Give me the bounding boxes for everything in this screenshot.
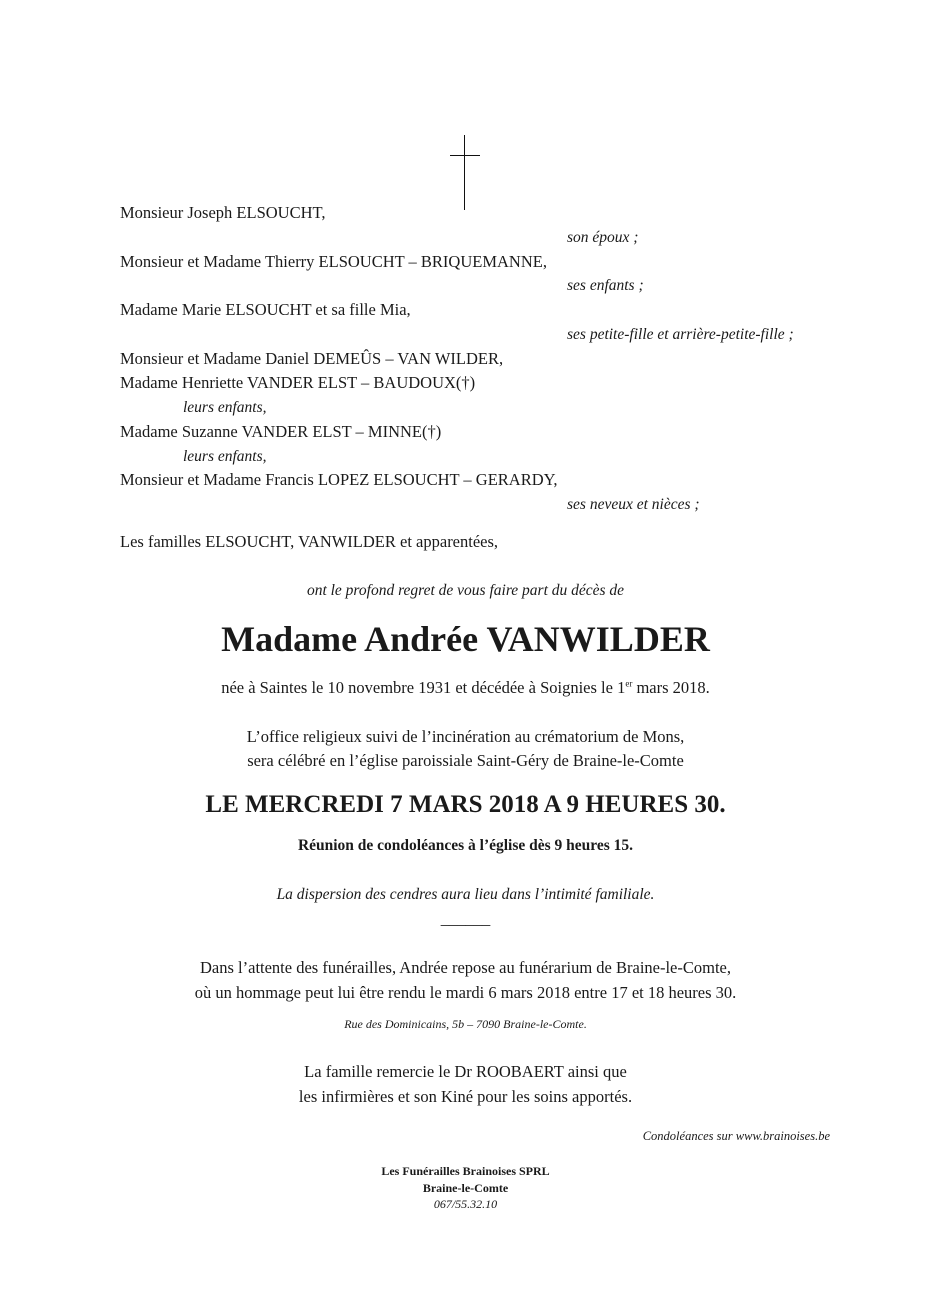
ceremony-line-1: L’office religieux suivi de l’incinération au crématorium de Mons, [246, 727, 685, 746]
dispersion-note: La dispersion des cendres aura lieu dans l’intimité familiale. [276, 886, 655, 903]
family-line-children: Monsieur et Madame Thierry ELSOUCHT – BRIQUEMANNE, [120, 252, 547, 271]
funerarium-line-1: Dans l’attente des funérailles, Andrée repose au funérarium de Braine-le-Comte, [200, 958, 731, 977]
family-sub-baudoux: leurs enfants, [183, 399, 267, 416]
family-line-granddaughter: Madame Marie ELSOUCHT et sa fille Mia, [120, 300, 411, 319]
ceremony-date: LE MERCREDI 7 MARS 2018 A 9 HEURES 30. [205, 791, 726, 818]
separator: ______ [440, 909, 491, 928]
family-line-spouse: Monsieur Joseph ELSOUCHT, [120, 203, 326, 222]
deceased-name: Madame Andrée VANWILDER [221, 619, 710, 659]
funerarium-address: Rue des Dominicains, 5b – 7090 Braine-le-Comte. [344, 1017, 587, 1031]
family-role-granddaughter: ses petite-fille et arrière-petite-fille ; [567, 326, 794, 343]
family-role-spouse: son époux ; [567, 229, 639, 246]
footer-city: Braine-le-Comte [422, 1181, 509, 1195]
ceremony-line-2: sera célébré en l’église paroissiale Saint-Géry de Braine-le-Comte [247, 751, 684, 770]
family-line-baudoux: Madame Henriette VANDER ELST – BAUDOUX(†) [120, 373, 476, 392]
online-condolences: Condoléances sur www.brainoises.be [642, 1129, 830, 1143]
cross-icon [450, 135, 480, 210]
footer-company: Les Funérailles Brainoises SPRL [381, 1164, 550, 1178]
family-role-children: ses enfants ; [567, 277, 644, 294]
thanks-line-2: les infirmières et son Kiné pour les soins apportés. [298, 1087, 633, 1106]
family-sub-minne: leurs enfants, [183, 448, 267, 465]
family-role-nephews: ses neveux et nièces ; [567, 496, 700, 513]
family-line-demeus: Monsieur et Madame Daniel DEMEÛS – VAN WILDER, [120, 349, 504, 368]
thanks-line-1: La famille remercie le Dr ROOBAERT ainsi que [304, 1062, 627, 1081]
family-line-lopez: Monsieur et Madame Francis LOPEZ ELSOUCHT – GERARDY, [120, 470, 558, 489]
families-line: Les familles ELSOUCHT, VANWILDER et apparentées, [120, 532, 499, 551]
birth-death-line: née à Saintes le 10 novembre 1931 et décédée à Soignies le 1er mars 2018. [221, 678, 710, 697]
funerarium-line-2: où un hommage peut lui être rendu le mardi 6 mars 2018 entre 17 et 18 heures 30. [194, 983, 737, 1002]
footer-phone: 067/55.32.10 [433, 1197, 498, 1211]
family-line-minne: Madame Suzanne VANDER ELST – MINNE(†) [120, 422, 442, 441]
regret-text: ont le profond regret de vous faire part du décès de [306, 582, 625, 599]
condolences-meeting: Réunion de condoléances à l’église dès 9 heures 15. [297, 837, 634, 854]
